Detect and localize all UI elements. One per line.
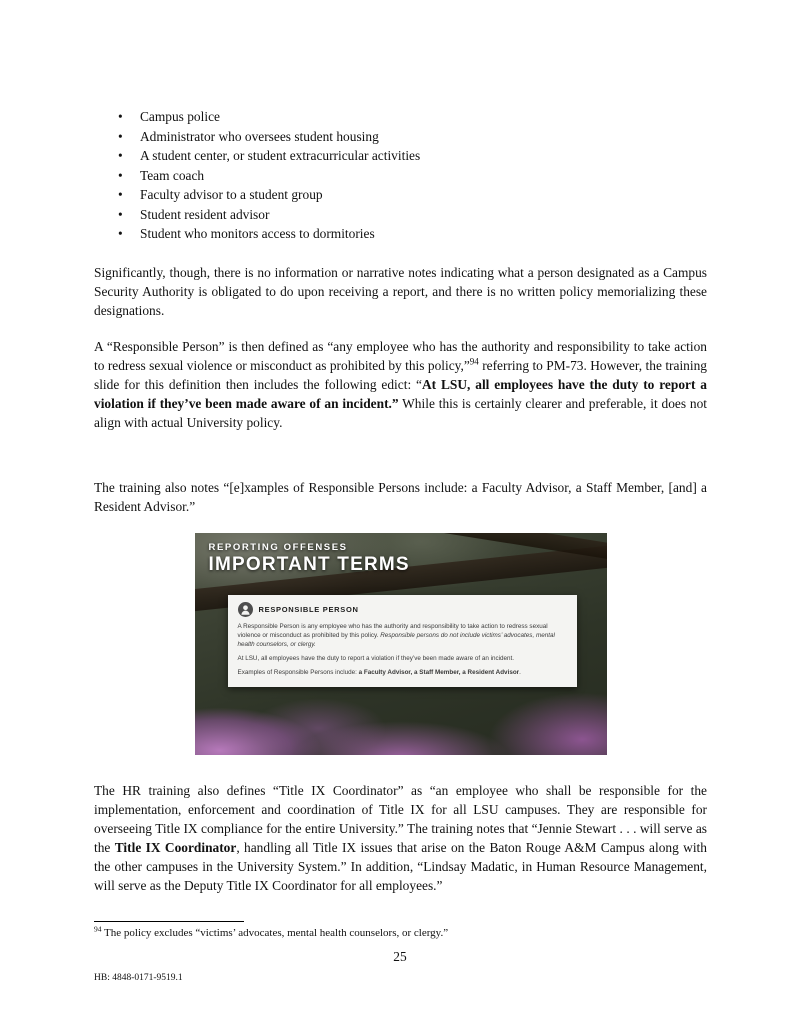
p2-bold-edict: At LSU, all employees have the duty to report a violation if they’ve been made aware of an incident.” xyxy=(94,376,707,411)
card-p3-normal: Examples of Responsible Persons include: xyxy=(237,669,359,676)
footnote-separator xyxy=(94,921,244,922)
slide-header xyxy=(209,542,410,576)
bullet-item: • Team coach xyxy=(94,166,707,186)
card-title: RESPONSIBLE PERSON xyxy=(258,604,359,614)
document-id-footer: HB: 4848-0171-9519.1 xyxy=(94,973,183,983)
card-examples-text xyxy=(238,668,567,677)
slide-title: IMPORTANT TERMS xyxy=(208,553,410,575)
responsible-person-card xyxy=(228,595,577,687)
card-definition-text xyxy=(238,622,567,649)
bullet-list xyxy=(94,107,707,244)
person-icon xyxy=(238,602,253,617)
p4-bold-title-ix: Title IX Coordinator xyxy=(114,839,237,855)
footnote-number: 94 xyxy=(94,924,102,934)
card-p1-normal: A Responsible Person is any employee who has the authority and responsibility to take action to redress sexual violence or misconduct as prohibited by this policy. xyxy=(237,622,548,639)
bullet-item: • Administrator who oversees student housing xyxy=(94,127,707,147)
footnote-reference-94: 94 xyxy=(469,356,479,367)
footnote-text: The policy excludes “victims’ advocates, mental health counselors, or clergy.” xyxy=(101,927,449,939)
bullet-item: • Student who monitors access to dormitories xyxy=(94,224,707,244)
p2-text-2: referring to PM-73. However, the training slide for this definition then includes the following edict: “ xyxy=(94,357,707,392)
slide-photo-background xyxy=(195,533,607,755)
footnote-94 xyxy=(94,926,707,940)
footnote-area xyxy=(94,921,707,940)
bullet-item: • Campus police xyxy=(94,107,707,127)
bullet-item: • A student center, or student extracurricular activities xyxy=(94,146,707,166)
paragraph-training-examples: The training also notes “[e]xamples of Responsible Persons include: a Faculty Advisor, a Staff Member, [and] a Resident Advisor.” xyxy=(94,479,707,514)
p2-text-1: A “Responsible Person” is then defined as “any employee who has the authority and responsibility to take action to redress sexual violence or misconduct as prohibited by this policy,” xyxy=(94,338,707,373)
card-p3-end: . xyxy=(519,669,521,676)
training-slide-image xyxy=(195,533,607,755)
card-p3-bold: a Faculty Advisor, a Staff Member, a Resident Advisor xyxy=(358,669,520,676)
card-header xyxy=(238,602,567,617)
p2-text-3: While this is certainly clearer and preferable, it does not align with actual University policy. xyxy=(94,395,707,430)
paragraph-csa-note: Significantly, though, there is no information or narrative notes indicating what a person designated as a Campus Security Authority is obligated to do upon receiving a report, and there is no written policy memorializing these designations. xyxy=(94,264,707,318)
paragraph-responsible-person xyxy=(94,337,707,432)
paragraph-title-ix-coordinator xyxy=(94,781,707,895)
bullet-item: • Faculty advisor to a student group xyxy=(94,185,707,205)
card-p1-italic: Responsible persons do not include victims’ advocates, mental health counselors, or clergy. xyxy=(237,631,555,648)
p4-text-1: The HR training also defines “Title IX Coordinator” as “an employee who shall be responsible for the implementation, enforcement and coordination of Title IX for all LSU campuses. They are responsible for overseeing Title IX compliance for the entire University.” The training notes that “Jennie Stewart . . . will serve as the xyxy=(94,782,707,855)
page-number: 25 xyxy=(393,949,407,964)
bullet-item: • Student resident advisor xyxy=(94,205,707,225)
slide-eyebrow: REPORTING OFFENSES xyxy=(208,541,348,553)
p4-text-2: , handling all Title IX issues that arise on the Baton Rouge A&M Campus along with the other campuses in the University System.” In addition, “Lindsay Madatic, in Human Resource Management, will serve as the Deputy Title IX Coordinator for all employees.” xyxy=(94,839,707,893)
card-duty-text: At LSU, all employees have the duty to report a violation if they’ve been made aware of an incident. xyxy=(237,654,515,662)
